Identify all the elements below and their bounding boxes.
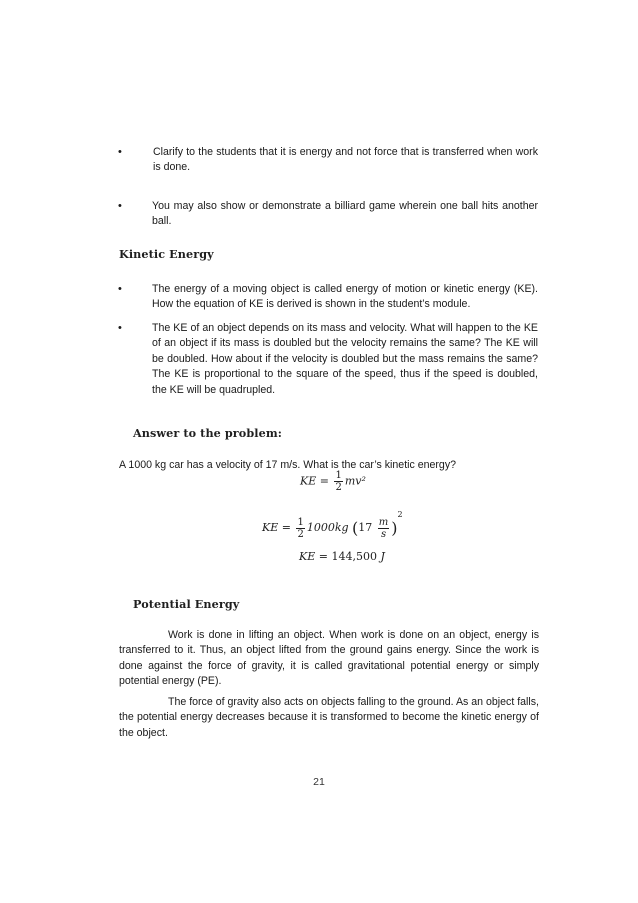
- eq-lhs: KE: [299, 550, 316, 563]
- kinetic-energy-heading: Kinetic Energy: [119, 247, 214, 261]
- bullet-item: [133, 321, 538, 398]
- eq-value: 144,500: [331, 550, 377, 563]
- bullet-item: [133, 199, 538, 230]
- page-number: 21: [313, 776, 325, 788]
- paragraph-text: The force of gravity also acts on objects falling to the ground. As an object falls, the potential energy decreases because it is transformed to become the kinetic energy of the object.: [119, 696, 539, 739]
- bullet-text: • The energy of a moving object is called energy of motion or kinetic energy (KE). How the equation of KE is derived is shown in the student’s module.: [152, 283, 538, 311]
- unit-numerator: m: [378, 516, 389, 528]
- unit-denominator: s: [380, 528, 387, 540]
- eq-rhs: mv²: [344, 474, 366, 488]
- answer-heading: Answer to the problem:: [133, 426, 283, 440]
- potential-energy-heading: Potential Energy: [133, 597, 240, 611]
- eq-unit: J: [380, 550, 385, 563]
- fraction-denominator: 2: [335, 482, 342, 493]
- bullet-item: [133, 145, 538, 176]
- fraction: [296, 517, 304, 540]
- eq-velocity: 17: [358, 521, 373, 534]
- paragraph-text: Work is done in lifting an object. When work is done on an object, energy is transferred to it. Thus, an object lifted from the ground gains energy. Since the work is done against the force of gravity, it is called gravitational potential energy or simply potential energy (PE).: [119, 629, 539, 688]
- eq-lhs: KE: [262, 521, 279, 534]
- eq-sign: =: [319, 474, 329, 488]
- bullet-text: • You may also show or demonstrate a billiard game wherein one ball hits another ball.: [152, 200, 538, 228]
- fraction-numerator: 1: [335, 470, 342, 481]
- eq-sign: =: [318, 550, 328, 563]
- fraction: [334, 470, 342, 493]
- bullet-text: • The KE of an object depends on its mass and velocity. What will happen to the KE of an object if its mass is doubled but the velocity remains the same? The KE will be doubled. How about if the velocity is doubled but the mass remains the same? The KE is proportional to the square of the speed, thus if the speed is doubled, the KE will be quadrupled.: [152, 322, 538, 396]
- unit-fraction: [378, 517, 389, 540]
- eq-sign: =: [281, 521, 291, 534]
- fraction-denominator: 2: [297, 528, 304, 540]
- bullet-text: • Clarify to the students that it is energy and not force that is transferred when work is done.: [153, 146, 538, 174]
- equation-ke-formula: [300, 470, 366, 493]
- bullet-item: [133, 282, 538, 313]
- eq-exponent: 2: [397, 510, 403, 519]
- eq-lhs: KE: [300, 474, 317, 488]
- eq-mass: 1000kg: [306, 521, 349, 534]
- fraction-numerator: 1: [297, 516, 304, 528]
- problem-statement: A 1000 kg car has a velocity of 17 m/s. What is the car’s kinetic energy?: [119, 459, 457, 471]
- equation-ke-result: [299, 550, 385, 563]
- paragraph: [119, 628, 539, 690]
- paragraph: [119, 695, 539, 741]
- equation-ke-substitution: KE = $\frac{1}{2}$ 1000kg (17 $\frac{m}{s}$ )$^2$: [262, 510, 403, 540]
